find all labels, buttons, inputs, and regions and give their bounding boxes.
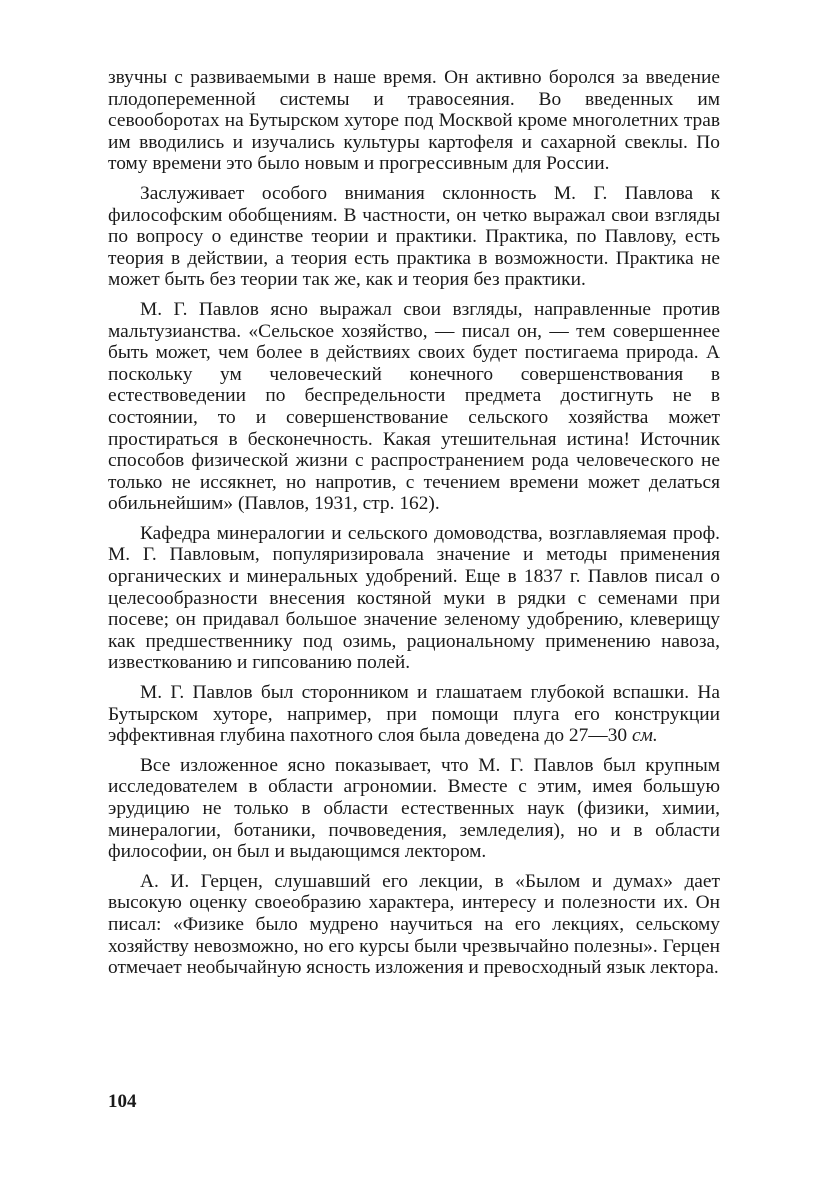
- page-body: [108, 67, 720, 987]
- paragraph-philosophy: Заслуживает особого внимания склонность М. Г. Павлова к философским обобщениям. В частности, он четко выражал свои взгляды по вопросу о единстве теории и практики. Практика, по Павлову, есть теория в действии, а теория есть практика в возможности. Практика не может быть без теории так же, как и теория без практики.: [108, 182, 720, 291]
- paragraph-malthusianism: М. Г. Павлов ясно выражал свои взгляды, направленные против мальтузианства. «Сельское хозяйство, — писал он, — тем совершеннее быть может, чем более в действиях своих будет постигаема природа. А поскольку ум человеческий конечного совершенствования в естествоведении по беспредельности предмета достигнуть не в состоянии, то и совершенствование сельского хозяйства может простираться в бесконечность. Какая утешительная истина! Источник способов физической жизни с распространением рода человеческого не только не иссякнет, но напротив, с течением времени может делаться обильнейшим» (Павлов, 1931, стр. 162).: [108, 298, 720, 515]
- paragraph-fertilizers: Кафедра минералогии и сельского домоводства, возглавляемая проф. М. Г. Павловым, популяризировала значение и методы применения органических и минеральных удобрений. Еще в 1837 г. Павлов писал о целесообразности внесения костяной муки в рядки с семенами при посеве; он придавал большое значение зеленому удобрению, клеверищу как предшественнику под озимь, рациональному применению навоза, известкованию и гипсованию полей.: [108, 522, 720, 674]
- paragraph-researcher: Все изложенное ясно показывает, что М. Г. Павлов был крупным исследователем в области агрономии. Вместе с этим, имея большую эрудицию не только в области естественных наук (физики, химии, минералогии, ботаники, почвоведения, земледелия), но и в области философии, он был и выдающимся лектором.: [108, 754, 720, 863]
- paragraph-deep-plowing: [108, 682, 720, 747]
- depth-unit: см.: [631, 725, 658, 747]
- paragraph-crop-rotation: звучны с развиваемыми в наше время. Он активно боролся за введение плодопеременной системы и травосеяния. Во введенных им севооборотах на Бутырском хуторе под Москвой кроме многолетних трав им вводились и изучались культуры картофеля и сахарной свеклы. По тому времени это было новым и прогрессивным для России.: [108, 67, 720, 175]
- deep-plowing-text: М. Г. Павлов был сторонником и глашатаем глубокой вспашки. На Бутырском хуторе, например, при помощи плуга его конструкции эффективная глубина пахотного слоя была доведена до 27—30: [108, 682, 720, 747]
- page-number: 104: [108, 1091, 137, 1112]
- paragraph-herzen: А. И. Герцен, слушавший его лекции, в «Былом и думах» дает высокую оценку своеобразию характера, интересу и полезности их. Он писал: «Физике было мудрено научиться на его лекциях, сельскому хозяйству невозможно, но его курсы были чрезвычайно полезны». Герцен отмечает необычайную ясность изложения и превосходный язык лектора.: [108, 870, 720, 979]
